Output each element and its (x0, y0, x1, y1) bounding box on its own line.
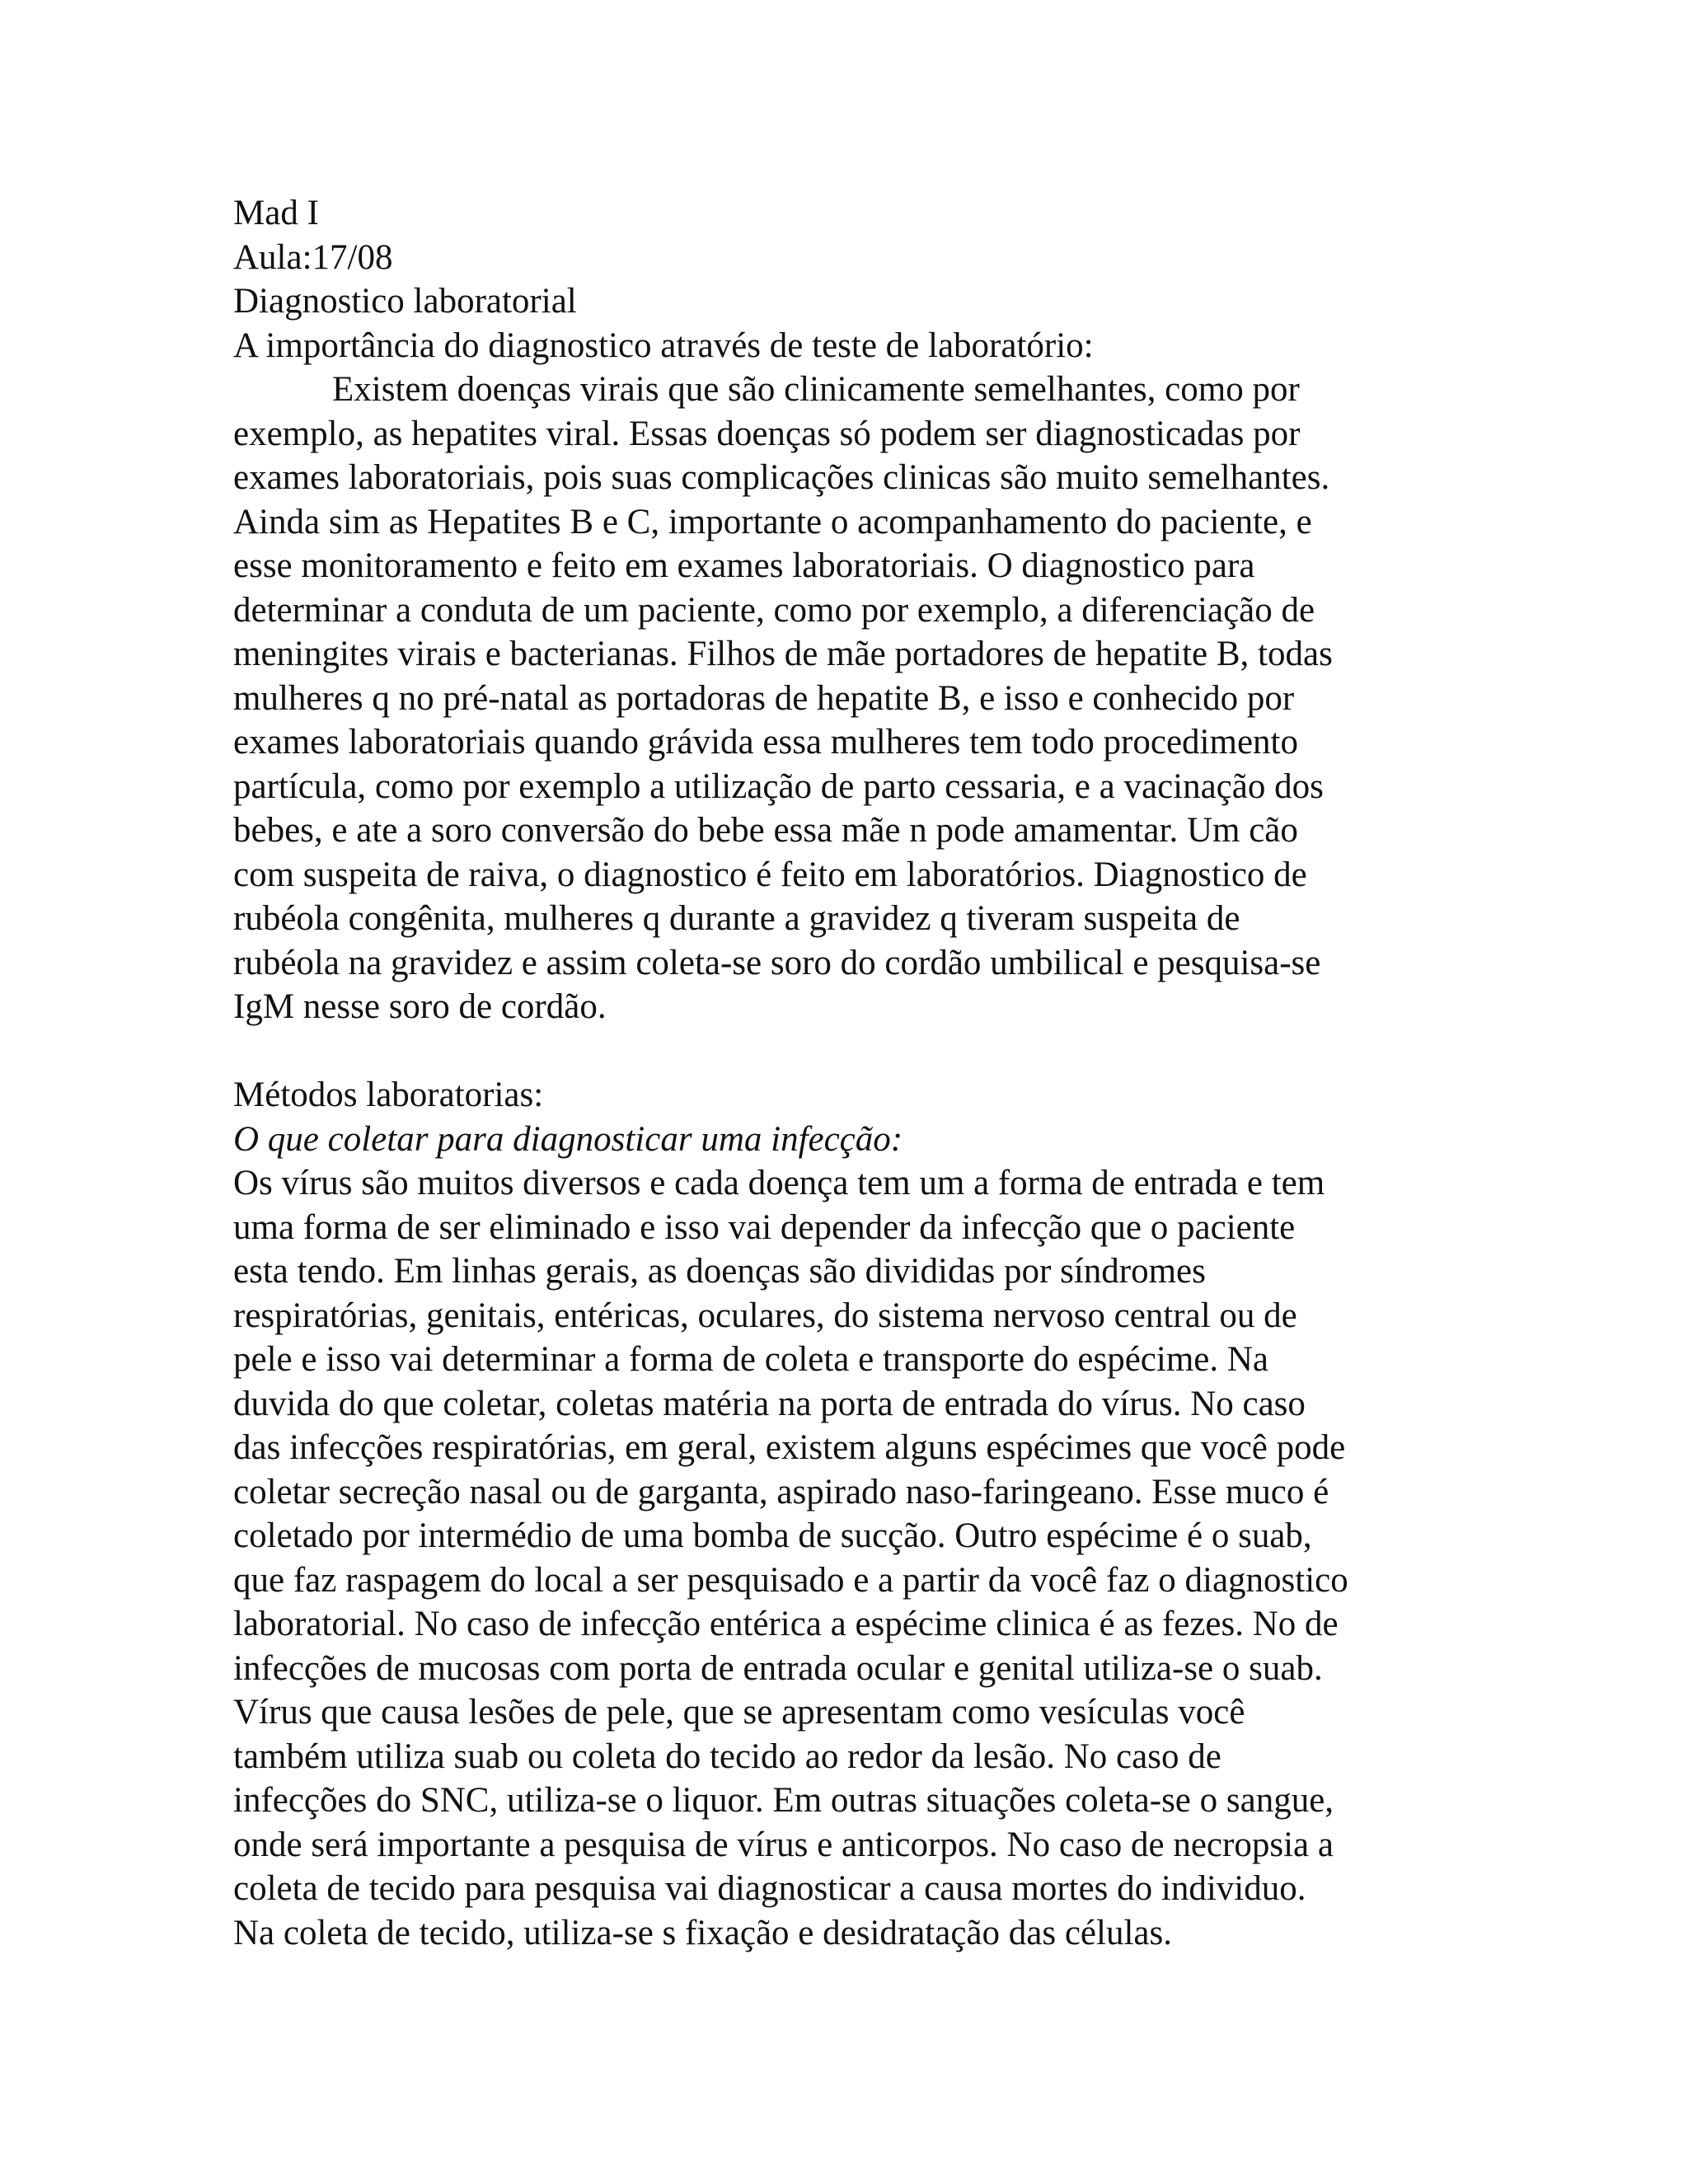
class-date: Aula:17/08 (233, 237, 393, 277)
section2-paragraph (233, 1161, 1470, 1955)
paragraph-line: coletado por intermédio de uma bomba de sucção. Outro espécime é o suab, (233, 1516, 1312, 1555)
paragraph-line: determinar a conduta de um paciente, como por exemplo, a diferenciação de (233, 590, 1315, 630)
paragraph-line: Os vírus são muitos diversos e cada doença tem um a forma de entrada e tem (233, 1164, 1325, 1202)
paragraph-line: exames laboratoriais, pois suas complicações clinicas são muito semelhantes. (233, 458, 1330, 497)
paragraph-line: exemplo, as hepatites viral. Essas doenças só podem ser diagnosticadas por (233, 414, 1301, 453)
paragraph-line: Existem doenças virais que são clinicamente semelhantes, como por (332, 370, 1300, 409)
paragraph-line: que faz raspagem do local a ser pesquisado e a partir da você faz o diagnostico (233, 1560, 1348, 1600)
paragraph-line: uma forma de ser eliminado e isso vai depender da infecção que o paciente (233, 1207, 1296, 1247)
paragraph-line: Na coleta de tecido, utiliza-se s fixação e desidratação das células. (233, 1913, 1172, 1952)
section1-paragraph (233, 368, 1470, 1029)
paragraph-line: pele e isso vai determinar a forma de coleta e transporte do espécime. Na (233, 1340, 1269, 1379)
paragraph-line: meningites virais e bacterianas. Filhos de mãe portadores de hepatite B, todas (233, 635, 1333, 673)
paragraph-line: mulheres q no pré-natal as portadoras de hepatite B, e isso e conhecido por (233, 678, 1295, 718)
paragraph-line: Vírus que causa lesões de pele, que se apresentam como vesículas você (233, 1693, 1245, 1732)
paragraph-line: exames laboratoriais quando grávida essa mulheres tem todo procedimento (233, 723, 1298, 762)
paragraph-line: IgM nesse soro de cordão. (233, 987, 607, 1026)
paragraph-line: bebes, e ate a soro conversão do bebe essa mãe n pode amamentar. Um cão (233, 811, 1298, 850)
paragraph-line: esta tendo. Em linhas gerais, as doenças são divididas por síndromes (233, 1252, 1206, 1291)
paragraph-line: onde será importante a pesquisa de vírus e anticorpos. No caso de necropsia a (233, 1825, 1334, 1864)
paragraph-line: coleta de tecido para pesquisa vai diagnosticar a causa mortes do individuo. (233, 1869, 1306, 1908)
paragraph-line: infecções do SNC, utiliza-se o liquor. Em outras situações coleta-se o sangue, (233, 1781, 1334, 1820)
paragraph-line: duvida do que coletar, coletas matéria na porta de entrada do vírus. No caso (233, 1384, 1306, 1423)
section2-heading: Métodos laboratorias: (233, 1076, 544, 1114)
paragraph-line: Ainda sim as Hepatites B e C, importante o acompanhamento do paciente, e (233, 502, 1312, 541)
paragraph-line: respiratórias, genitais, entéricas, oculares, do sistema nervoso central ou de (233, 1296, 1297, 1335)
paragraph-line: das infecções respiratórias, em geral, existem alguns espécimes que você pode (233, 1428, 1346, 1467)
paragraph-line: rubéola na gravidez e assim coleta-se soro do cordão umbilical e pesquisa-se (233, 943, 1321, 982)
document-page (233, 191, 1470, 1955)
section2-subheading: O que coletar para diagnosticar uma infecção: (233, 1119, 903, 1159)
blank-line (233, 1029, 1470, 1074)
paragraph-line: rubéola congênita, mulheres q durante a gravidez q tiveram suspeita de (233, 899, 1240, 938)
paragraph-line: esse monitoramento e feito em exames laboratoriais. O diagnostico para (233, 546, 1255, 585)
paragraph-line: com suspeita de raiva, o diagnostico é feito em laboratórios. Diagnostico de (233, 855, 1307, 894)
paragraph-line: infecções de mucosas com porta de entrada ocular e genital utiliza-se o suab. (233, 1648, 1323, 1688)
course-title: Mad I (233, 194, 319, 232)
paragraph-line: partícula, como por exemplo a utilização de parto cessaria, e a vacinação dos (233, 766, 1324, 806)
paragraph-line: laboratorial. No caso de infecção entérica a espécime clinica é as fezes. No de (233, 1605, 1339, 1643)
paragraph-line: também utiliza suab ou coleta do tecido ao redor da lesão. No caso de (233, 1736, 1221, 1776)
section1-heading: A importância do diagnostico através de teste de laboratório: (233, 326, 1094, 365)
paragraph-line: coletar secreção nasal ou de garganta, aspirado naso-faringeano. Esse muco é (233, 1472, 1329, 1511)
topic-title: Diagnostico laboratorial (233, 282, 577, 321)
